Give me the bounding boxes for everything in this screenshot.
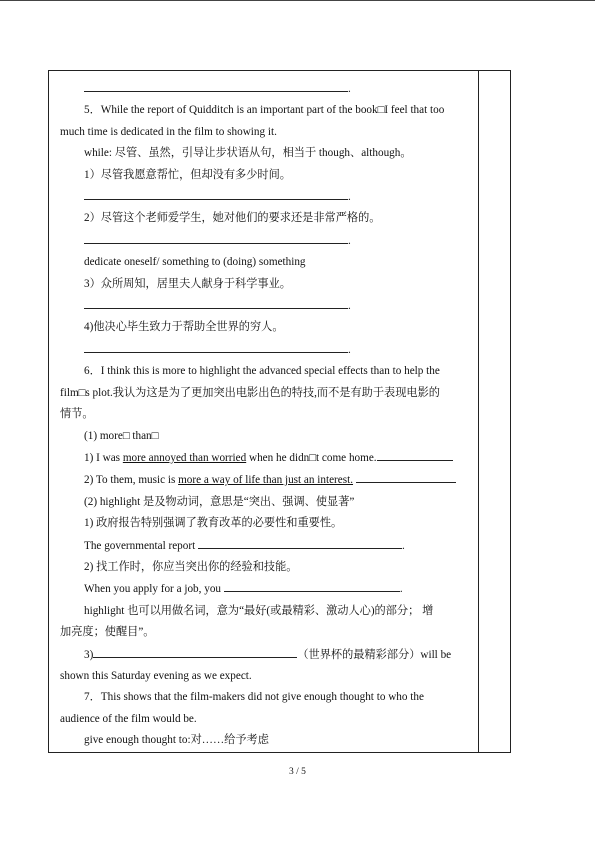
highlight-exercise-3-line2: shown this Saturday evening as we expect. [60, 669, 252, 682]
sentence-6-line1: 6．I think this is more to highlight the advanced special effects than to help the [84, 365, 440, 378]
fill-blank[interactable] [84, 339, 348, 353]
header-rule [0, 0, 595, 1]
fill-blank[interactable] [84, 186, 348, 200]
answer-line: . [60, 295, 474, 317]
highlight-exercise-3: 3) （世界杯的最精彩部分）will be [60, 644, 474, 666]
fill-blank[interactable] [198, 535, 402, 549]
exercise-3: 3）众所周知，居里夫人献身于科学事业。 [84, 277, 291, 290]
example-1: 1) I was more annoyed than worried when he didn□t come home. [60, 447, 474, 469]
exercise-1: 1）尽管我愿意帮忙，但却没有多少时间。 [84, 168, 291, 181]
sentence-5-line2: much time is dedicated in the film to showing it. [60, 125, 277, 138]
give-thought-note: give enough thought to:对……给予考虑 [84, 734, 269, 747]
highlight-answer-2: When you apply for a job, you . [60, 578, 474, 600]
document-body [60, 78, 474, 752]
sentence-6-line3: 情节。 [60, 408, 94, 421]
fill-blank[interactable] [84, 295, 348, 309]
fill-blank[interactable] [93, 644, 297, 658]
more-than-heading: (1) more□ than□ [84, 429, 159, 442]
table-column-divider [478, 70, 479, 753]
highlight-exercise-2: 2) 找工作时，你应当突出你的经验和技能。 [84, 560, 298, 573]
highlight-answer-1: The governmental report . [60, 535, 474, 557]
answer-line: . [60, 78, 474, 100]
fill-blank[interactable] [84, 78, 348, 92]
sentence-5-line1: 5．While the report of Quidditch is an important part of the book□I feel that too [84, 104, 445, 117]
answer-line: . [60, 186, 474, 208]
highlight-noun-note-line1: highlight 也可以用做名词，意为“最好(或最精彩、激动人心)的部分； 增 [84, 604, 434, 617]
while-note: while: 尽管、虽然，引导让步状语从句，相当于 though、although。 [84, 147, 412, 160]
sentence-6-line2: film□s plot.我认为这是为了更加突出电影出色的特技,而不是有助于表现电影的 [60, 386, 440, 399]
answer-line: . [60, 339, 474, 361]
fill-blank[interactable] [377, 447, 453, 461]
example-2: 2) To them, music is more a way of life than just an interest. [60, 469, 474, 491]
answer-line: . [60, 230, 474, 252]
sentence-7-line1: 7．This shows that the film-makers did not give enough thought to who the [84, 691, 424, 704]
fill-blank[interactable] [84, 230, 348, 244]
highlight-exercise-1: 1) 政府报告特别强调了教育改革的必要性和重要性。 [84, 517, 343, 530]
highlight-noun-note-line2: 加亮度；使醒目”。 [60, 626, 155, 639]
fill-blank[interactable] [224, 578, 400, 592]
page-number: 3 / 5 [289, 767, 306, 777]
exercise-4: 4)他决心毕生致力于帮助全世界的穷人。 [84, 321, 284, 334]
highlight-note: (2) highlight 是及物动词，意思是“突出、强调、使显著” [84, 495, 355, 508]
exercise-2: 2）尽管这个老师爱学生，她对他们的要求还是非常严格的。 [84, 212, 381, 225]
sentence-7-line2: audience of the film would be. [60, 712, 197, 725]
fill-blank[interactable] [356, 469, 456, 483]
dedicate-note: dedicate oneself/ something to (doing) something [84, 256, 306, 269]
